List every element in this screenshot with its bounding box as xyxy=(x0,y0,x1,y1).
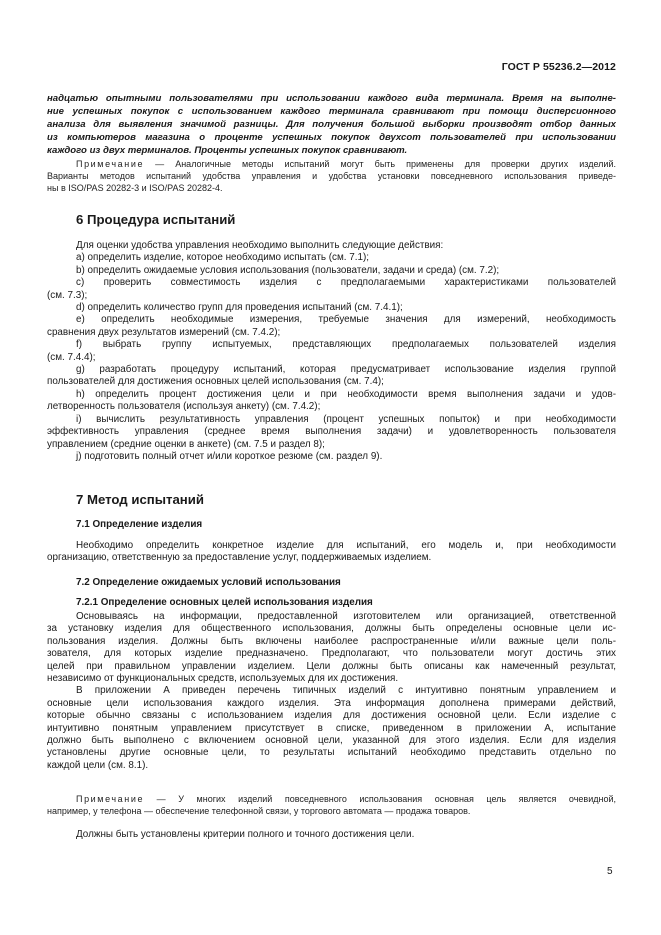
subsection-7-2-1-text xyxy=(47,611,616,772)
list-item-h: h) определить процент достижения цели и при необходимости время выполнения задачи и удов- xyxy=(76,388,616,400)
note-text: — У многих изделий повседневного использования основная цель является очевидной, xyxy=(156,794,616,804)
text-line: интуитивно понятным управлением присутствует в списке, приведенном в приложении А, испытание xyxy=(47,722,616,734)
list-item-d: d) определить количество групп для проведения испытаний (см. 7.4.1); xyxy=(76,302,403,314)
list-item-h-cont: летворенность пользователя (используя анкету) (см. 7.4.2); xyxy=(47,401,321,413)
section-6-title: 6 Процедура испытаний xyxy=(76,212,236,227)
text-line: независимо от функциональных средств, используемых для их достижения. xyxy=(47,673,399,685)
list-item-c: c) проверить совместимость изделия с предполагаемыми характеристиками пользователей xyxy=(76,277,616,289)
final-paragraph xyxy=(47,829,616,841)
text-line: организацию, ответственную за предоставление услуг, поддерживаемых изделием. xyxy=(47,552,432,564)
document-id-header: ГОСТ Р 55236.2—2012 xyxy=(501,61,616,73)
intro-line: анализа для выявления значимой разницы. Для получения большой выборки производят отбор данных xyxy=(47,119,616,131)
intro-line: ние успешных покупок с использованием каждого терминала сравнивают при помощи дисперсионного xyxy=(47,106,616,118)
text-line: Основываясь на информации, предоставленной изготовителем или организацией, ответственной xyxy=(76,611,616,622)
note-1 xyxy=(47,158,616,194)
list-item-e: e) определить необходимые измерения, требуемые значения для измерений, необходимость xyxy=(76,314,616,326)
text-line: каждой цели (см. 8.1). xyxy=(47,759,149,771)
subsection-7-2-title: 7.2 Определение ожидаемых условий использования xyxy=(76,577,341,588)
list-item-g-cont: пользователей для достижения основных целей использования (см. 7.4); xyxy=(47,376,384,388)
list-item-f-cont: (см. 7.4.4); xyxy=(47,351,96,363)
text-line: за установку изделия для общественного использования, должны быть определены основные цели ис- xyxy=(47,623,616,635)
list-item-i-cont: эффективность управления (среднее время выполнения задачи) и удовлетворенность пользователя xyxy=(47,426,616,438)
subsection-7-2-1-title: 7.2.1 Определение основных целей использования изделия xyxy=(76,597,373,608)
intro-line: каждого из двух терминалов. Проценты успешных покупок сравнивают. xyxy=(47,145,408,157)
list-line: Для оценки удобства управления необходимо выполнить следующие действия: xyxy=(76,240,444,251)
list-item-c-cont: (см. 7.3); xyxy=(47,289,88,301)
note-line: ны в ISO/PAS 20282-3 и ISO/PAS 20282-4. xyxy=(47,183,223,193)
text-line: должно быть выполнено с включением основной цели, указанной для этого изделия. Если для изделия xyxy=(47,735,616,747)
text-line: целей при правильном управлении изделием. Цели должны быть описаны как намеченный результат, xyxy=(47,660,616,672)
list-item-i: i) вычислить результативность управления (процент успешных попыток) и при необходимости xyxy=(76,413,616,425)
intro-line: из компьютеров магазина о проценте успешных покупок двухсот пользователей при использовании xyxy=(47,132,616,144)
note-label: Примечание xyxy=(76,794,145,804)
list-item-i-cont: управлением (средние оценки в анкете) (см. 7.5 и раздел 8); xyxy=(47,438,325,450)
intro-paragraph xyxy=(47,92,616,157)
intro-line: надцатью опытными пользователями при использовании каждого вида терминала. Время на выполне- xyxy=(47,93,616,104)
list-item-a: a) определить изделие, которое необходимо испытать (см. 7.1); xyxy=(76,252,370,264)
section-6-list xyxy=(47,240,616,463)
text-line: Должны быть установлены критерии полного и точного достижения цели. xyxy=(76,829,415,840)
note-text: — Аналогичные методы испытаний могут быть применены для проверки других изделий. xyxy=(155,159,616,169)
text-line: В приложении А приведен перечень типичных изделий с интуитивно понятным управлением и xyxy=(76,685,616,697)
text-line: которые обычно связаны с использованием изделия для достижения основной цели. Если изделие с xyxy=(47,710,616,722)
section-7-title: 7 Метод испытаний xyxy=(76,492,204,507)
list-item-e-cont: сравнения двух результатов измерений (см. 7.4.2); xyxy=(47,326,281,338)
text-line: установлены другие основные цели, то результаты испытаний необходимо представить отдельно по xyxy=(47,747,616,759)
text-line: Необходимо определить конкретное изделие для испытаний, его модель и, при необходимости xyxy=(76,540,616,551)
text-line: основные цели использования каждого изделия. Эта информация дополнена примерами действий, xyxy=(47,697,616,709)
note-2 xyxy=(47,793,616,817)
subsection-7-1-text xyxy=(47,540,616,565)
subsection-7-1-title: 7.1 Определение изделия xyxy=(76,519,203,530)
list-item-b: b) определить ожидаемые условия использования (пользователи, задачи и среда) (см. 7.2); xyxy=(76,264,500,276)
text-line: зователя, для которых изделие предназначено. Предполагают, что пользователи могут достичь этих xyxy=(47,648,616,660)
note-line: Варианты методов испытаний удобства управления и удобства установки повседневного использования приведе- xyxy=(47,171,616,181)
list-item-f: f) выбрать группу испытуемых, представляющих предполагаемых пользователей изделия xyxy=(76,339,616,351)
page-number: 5 xyxy=(607,866,613,877)
text-line: пользования изделия. Должны быть включены наиболее распространенные и/или важные цели поль- xyxy=(47,635,616,647)
list-item-g: g) разработать процедуру испытаний, которая предусматривает использование изделия группой xyxy=(76,364,616,376)
note-label: Примечание xyxy=(76,159,145,169)
list-item-j: j) подготовить полный отчет и/или короткое резюме (см. раздел 9). xyxy=(76,450,383,462)
note-line: например, у телефона — обеспечение телефонной связи, у торгового автомата — продажа товаров. xyxy=(47,806,471,816)
